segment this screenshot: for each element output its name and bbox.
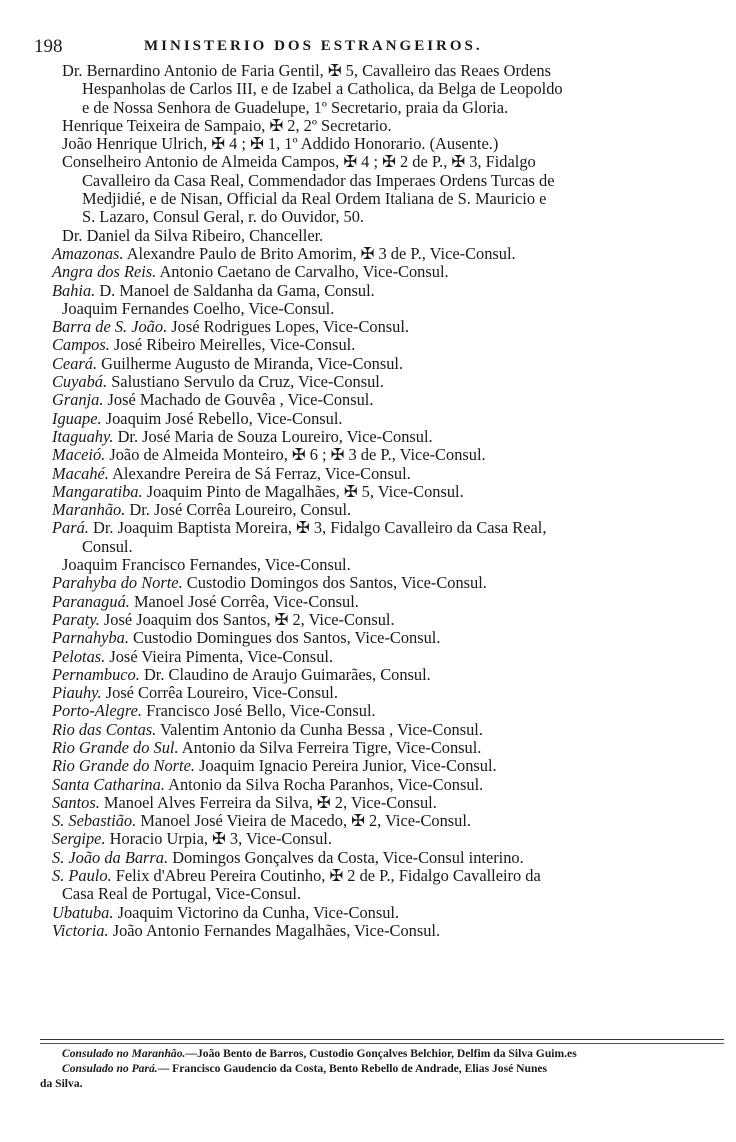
entry-text: Casa Real de Portugal, Vice-Consul. bbox=[62, 884, 302, 904]
place-name: Victoria. bbox=[52, 920, 109, 940]
text-line bbox=[40, 99, 720, 117]
place-name: Parahyba do Norte. bbox=[52, 573, 183, 593]
text-line bbox=[40, 80, 720, 98]
place-name: Barra de S. João. bbox=[52, 317, 168, 337]
entry-text: Cavalleiro da Casa Real, Commendador das Imperaes Ordens Turcas de bbox=[82, 170, 555, 190]
entry-text: Domingos Gonçalves da Costa, Vice-Consul interino. bbox=[168, 847, 524, 867]
text-line bbox=[40, 263, 720, 281]
place-name: Paraty. bbox=[52, 609, 100, 629]
text-line bbox=[40, 904, 720, 922]
text-line bbox=[40, 519, 720, 537]
footnotes bbox=[40, 1046, 722, 1091]
footnote-text: — Francisco Gaudencio da Costa, Bento Rebello de Andrade, Elias José Nunes bbox=[157, 1062, 548, 1075]
place-name: S. João da Barra. bbox=[52, 847, 169, 867]
footnote-rule-thin bbox=[40, 1043, 724, 1044]
text-line bbox=[40, 684, 720, 702]
entry-text: Joaquim Pinto de Magalhães, ✠ 5, Vice-Consul. bbox=[142, 481, 464, 501]
text-line bbox=[40, 556, 720, 574]
text-line bbox=[40, 721, 720, 739]
footnote-text: —João Bento de Barros, Custodio Gonçalves Belchior, Delfim da Silva Guim.es bbox=[185, 1047, 577, 1060]
page-number: 198 bbox=[34, 36, 63, 57]
entry-text: Valentim Antonio da Cunha Bessa , Vice-Consul. bbox=[156, 719, 483, 739]
entry-text: Dr. Claudino de Araujo Guimarães, Consul. bbox=[139, 664, 431, 684]
place-name: Pernambuco. bbox=[52, 664, 140, 684]
text-line bbox=[40, 300, 720, 318]
text-line bbox=[40, 318, 720, 336]
text-line bbox=[40, 812, 720, 830]
text-line bbox=[40, 62, 720, 80]
place-name: Campos. bbox=[52, 335, 110, 355]
place-name: Ubatuba. bbox=[52, 902, 114, 922]
text-line bbox=[40, 135, 720, 153]
entry-text: Dr. Joaquim Baptista Moreira, ✠ 3, Fidalgo Cavalleiro da Casa Real, bbox=[88, 518, 547, 538]
text-line bbox=[40, 574, 720, 592]
place-name: Sergipe. bbox=[52, 829, 106, 849]
entry-text: João de Almeida Monteiro, ✠ 6 ; ✠ 3 de P., Vice-Consul. bbox=[105, 445, 486, 465]
text-line bbox=[40, 245, 720, 263]
text-line bbox=[40, 117, 720, 135]
text-line bbox=[40, 446, 720, 464]
text-line bbox=[40, 648, 720, 666]
footnote-text: da Silva. bbox=[40, 1077, 83, 1090]
text-line bbox=[40, 611, 720, 629]
text-line bbox=[40, 282, 720, 300]
place-name: Piauhy. bbox=[52, 683, 102, 703]
entry-text: Felix d'Abreu Pereira Coutinho, ✠ 2 de P., Fidalgo Cavalleiro da bbox=[111, 866, 541, 886]
place-name: S. Paulo. bbox=[52, 866, 112, 886]
footnote-label: Consulado no Pará. bbox=[62, 1062, 158, 1075]
entry-text: D. Manoel de Saldanha da Gama, Consul. bbox=[95, 280, 375, 300]
text-line bbox=[40, 153, 720, 171]
entry-text: Custodio Domingos dos Santos, Vice-Consul. bbox=[182, 573, 487, 593]
place-name: Porto-Alegre. bbox=[52, 701, 142, 721]
entry-text: Antonio Caetano de Carvalho, Vice-Consul. bbox=[156, 262, 449, 282]
text-line bbox=[40, 922, 720, 940]
place-name: Macahé. bbox=[52, 463, 109, 483]
text-line bbox=[40, 172, 720, 190]
place-name: Santos. bbox=[52, 792, 100, 812]
footnote-line bbox=[62, 1046, 722, 1061]
text-line bbox=[40, 208, 720, 226]
place-name: Angra dos Reis. bbox=[52, 262, 157, 282]
entry-text: Consul. bbox=[82, 536, 133, 556]
text-line bbox=[40, 830, 720, 848]
text-line bbox=[40, 336, 720, 354]
text-line bbox=[40, 355, 720, 373]
entry-text: Joaquim Victorino da Cunha, Vice-Consul. bbox=[113, 902, 400, 922]
text-line bbox=[40, 391, 720, 409]
place-name: Bahia. bbox=[52, 280, 96, 300]
text-line bbox=[40, 666, 720, 684]
text-line bbox=[40, 410, 720, 428]
entry-text: Antonio da Silva Ferreira Tigre, Vice-Consul. bbox=[178, 737, 482, 757]
text-line bbox=[40, 538, 720, 556]
place-name: Rio Grande do Sul. bbox=[52, 737, 179, 757]
entry-text: José Rodrigues Lopes, Vice-Consul. bbox=[167, 317, 410, 337]
text-line bbox=[40, 227, 720, 245]
entry-text: Francisco José Bello, Vice-Consul. bbox=[141, 701, 376, 721]
entry-text: Horacio Urpia, ✠ 3, Vice-Consul. bbox=[105, 829, 332, 849]
entry-text: Manoel José Vieira de Macedo, ✠ 2, Vice-Consul. bbox=[136, 811, 472, 831]
text-line bbox=[40, 373, 720, 391]
place-name: Maceió. bbox=[52, 445, 106, 465]
entry-text: José Machado de Gouvêa , Vice-Consul. bbox=[103, 390, 374, 410]
entry-text: Dr. Bernardino Antonio de Faria Gentil, ✠ 5, Cavalleiro das Reaes Ordens bbox=[62, 61, 551, 80]
footnote-rule bbox=[40, 1039, 724, 1040]
text-line bbox=[40, 428, 720, 446]
text-line bbox=[40, 593, 720, 611]
text-line bbox=[40, 867, 720, 885]
place-name: Parnahyba. bbox=[52, 628, 129, 648]
text-line bbox=[40, 885, 720, 903]
place-name: Granja. bbox=[52, 390, 104, 410]
place-name: Rio das Contas. bbox=[52, 719, 157, 739]
entry-text: José Corrêa Loureiro, Vice-Consul. bbox=[101, 683, 338, 703]
place-name: Pará. bbox=[52, 518, 89, 538]
entry-text: Dr. Daniel da Silva Ribeiro, Chanceller. bbox=[62, 225, 324, 245]
entry-text: Joaquim José Rebello, Vice-Consul. bbox=[101, 408, 343, 428]
entry-text: S. Lazaro, Consul Geral, r. do Ouvidor, 50. bbox=[82, 207, 365, 227]
entry-text: Henrique Teixeira de Sampaio, ✠ 2, 2º Secretario. bbox=[62, 115, 392, 135]
entry-text: Conselheiro Antonio de Almeida Campos, ✠ 4 ; ✠ 2 de P., ✠ 3, Fidalgo bbox=[62, 152, 536, 172]
text-line bbox=[40, 190, 720, 208]
entry-text: e de Nossa Senhora de Guadelupe, 1º Secretario, praia da Gloria. bbox=[82, 97, 509, 117]
place-name: S. Sebastião. bbox=[52, 811, 137, 831]
text-line bbox=[40, 702, 720, 720]
text-line bbox=[40, 776, 720, 794]
entry-text: Joaquim Fernandes Coelho, Vice-Consul. bbox=[62, 298, 335, 318]
running-title: MINISTERIO DOS ESTRANGEIROS. bbox=[144, 38, 483, 54]
page-header bbox=[34, 34, 724, 64]
entry-text: José Ribeiro Meirelles, Vice-Consul. bbox=[109, 335, 356, 355]
entry-text: Medjidié, e de Nisan, Official da Real Ordem Italiana de S. Mauricio e bbox=[82, 189, 547, 209]
place-name: Pelotas. bbox=[52, 646, 106, 666]
text-line bbox=[40, 794, 720, 812]
place-name: Santa Catharina. bbox=[52, 774, 165, 794]
footnote-line bbox=[62, 1061, 722, 1076]
place-name: Itaguahy. bbox=[52, 426, 114, 446]
entry-text: José Vieira Pimenta, Vice-Consul. bbox=[105, 646, 334, 666]
entry-text: Salustiano Servulo da Cruz, Vice-Consul. bbox=[107, 372, 384, 392]
entry-text: Alexandre Paulo de Brito Amorim, ✠ 3 de P., Vice-Consul. bbox=[123, 243, 516, 263]
entry-text: José Joaquim dos Santos, ✠ 2, Vice-Consul. bbox=[99, 609, 395, 629]
entry-text: Joaquim Francisco Fernandes, Vice-Consul. bbox=[62, 555, 351, 575]
text-line bbox=[40, 849, 720, 867]
entry-text: Manoel José Corrêa, Vice-Consul. bbox=[129, 591, 359, 611]
footnote-line bbox=[40, 1076, 722, 1091]
text-line bbox=[40, 629, 720, 647]
entry-text: João Henrique Ulrich, ✠ 4 ; ✠ 1, 1º Addido Honorario. (Ausente.) bbox=[62, 134, 499, 154]
entry-text: João Antonio Fernandes Magalhães, Vice-Consul. bbox=[108, 920, 441, 940]
text-line bbox=[40, 483, 720, 501]
place-name: Rio Grande do Norte. bbox=[52, 756, 195, 776]
text-line bbox=[40, 739, 720, 757]
entry-text: Guilherme Augusto de Miranda, Vice-Consul. bbox=[97, 353, 404, 373]
text-line bbox=[40, 757, 720, 775]
entry-text: Dr. José Corrêa Loureiro, Consul. bbox=[125, 500, 352, 520]
entry-text: Dr. José Maria de Souza Loureiro, Vice-Consul. bbox=[113, 426, 433, 446]
place-name: Amazonas. bbox=[52, 243, 124, 263]
place-name: Mangaratiba. bbox=[52, 481, 143, 501]
entry-text: Antonio da Silva Rocha Paranhos, Vice-Consul. bbox=[164, 774, 484, 794]
place-name: Cuyabá. bbox=[52, 372, 108, 392]
entry-text: Alexandre Pereira de Sá Ferraz, Vice-Consul. bbox=[108, 463, 411, 483]
entry-text: Hespanholas de Carlos III, e de Izabel a Catholica, da Belga de Leopoldo bbox=[82, 79, 563, 99]
text-line bbox=[40, 501, 720, 519]
entry-text: Manoel Alves Ferreira da Silva, ✠ 2, Vice-Consul. bbox=[99, 792, 437, 812]
place-name: Paranaguá. bbox=[52, 591, 130, 611]
entry-text: Joaquim Ignacio Pereira Junior, Vice-Consul. bbox=[194, 756, 497, 776]
footnote-label: Consulado no Maranhão. bbox=[62, 1047, 186, 1060]
place-name: Ceará. bbox=[52, 353, 98, 373]
entry-text: Custodio Domingues dos Santos, Vice-Consul. bbox=[128, 628, 441, 648]
text-line bbox=[40, 465, 720, 483]
consular-list bbox=[40, 62, 720, 940]
place-name: Iguape. bbox=[52, 408, 102, 428]
place-name: Maranhão. bbox=[52, 500, 126, 520]
